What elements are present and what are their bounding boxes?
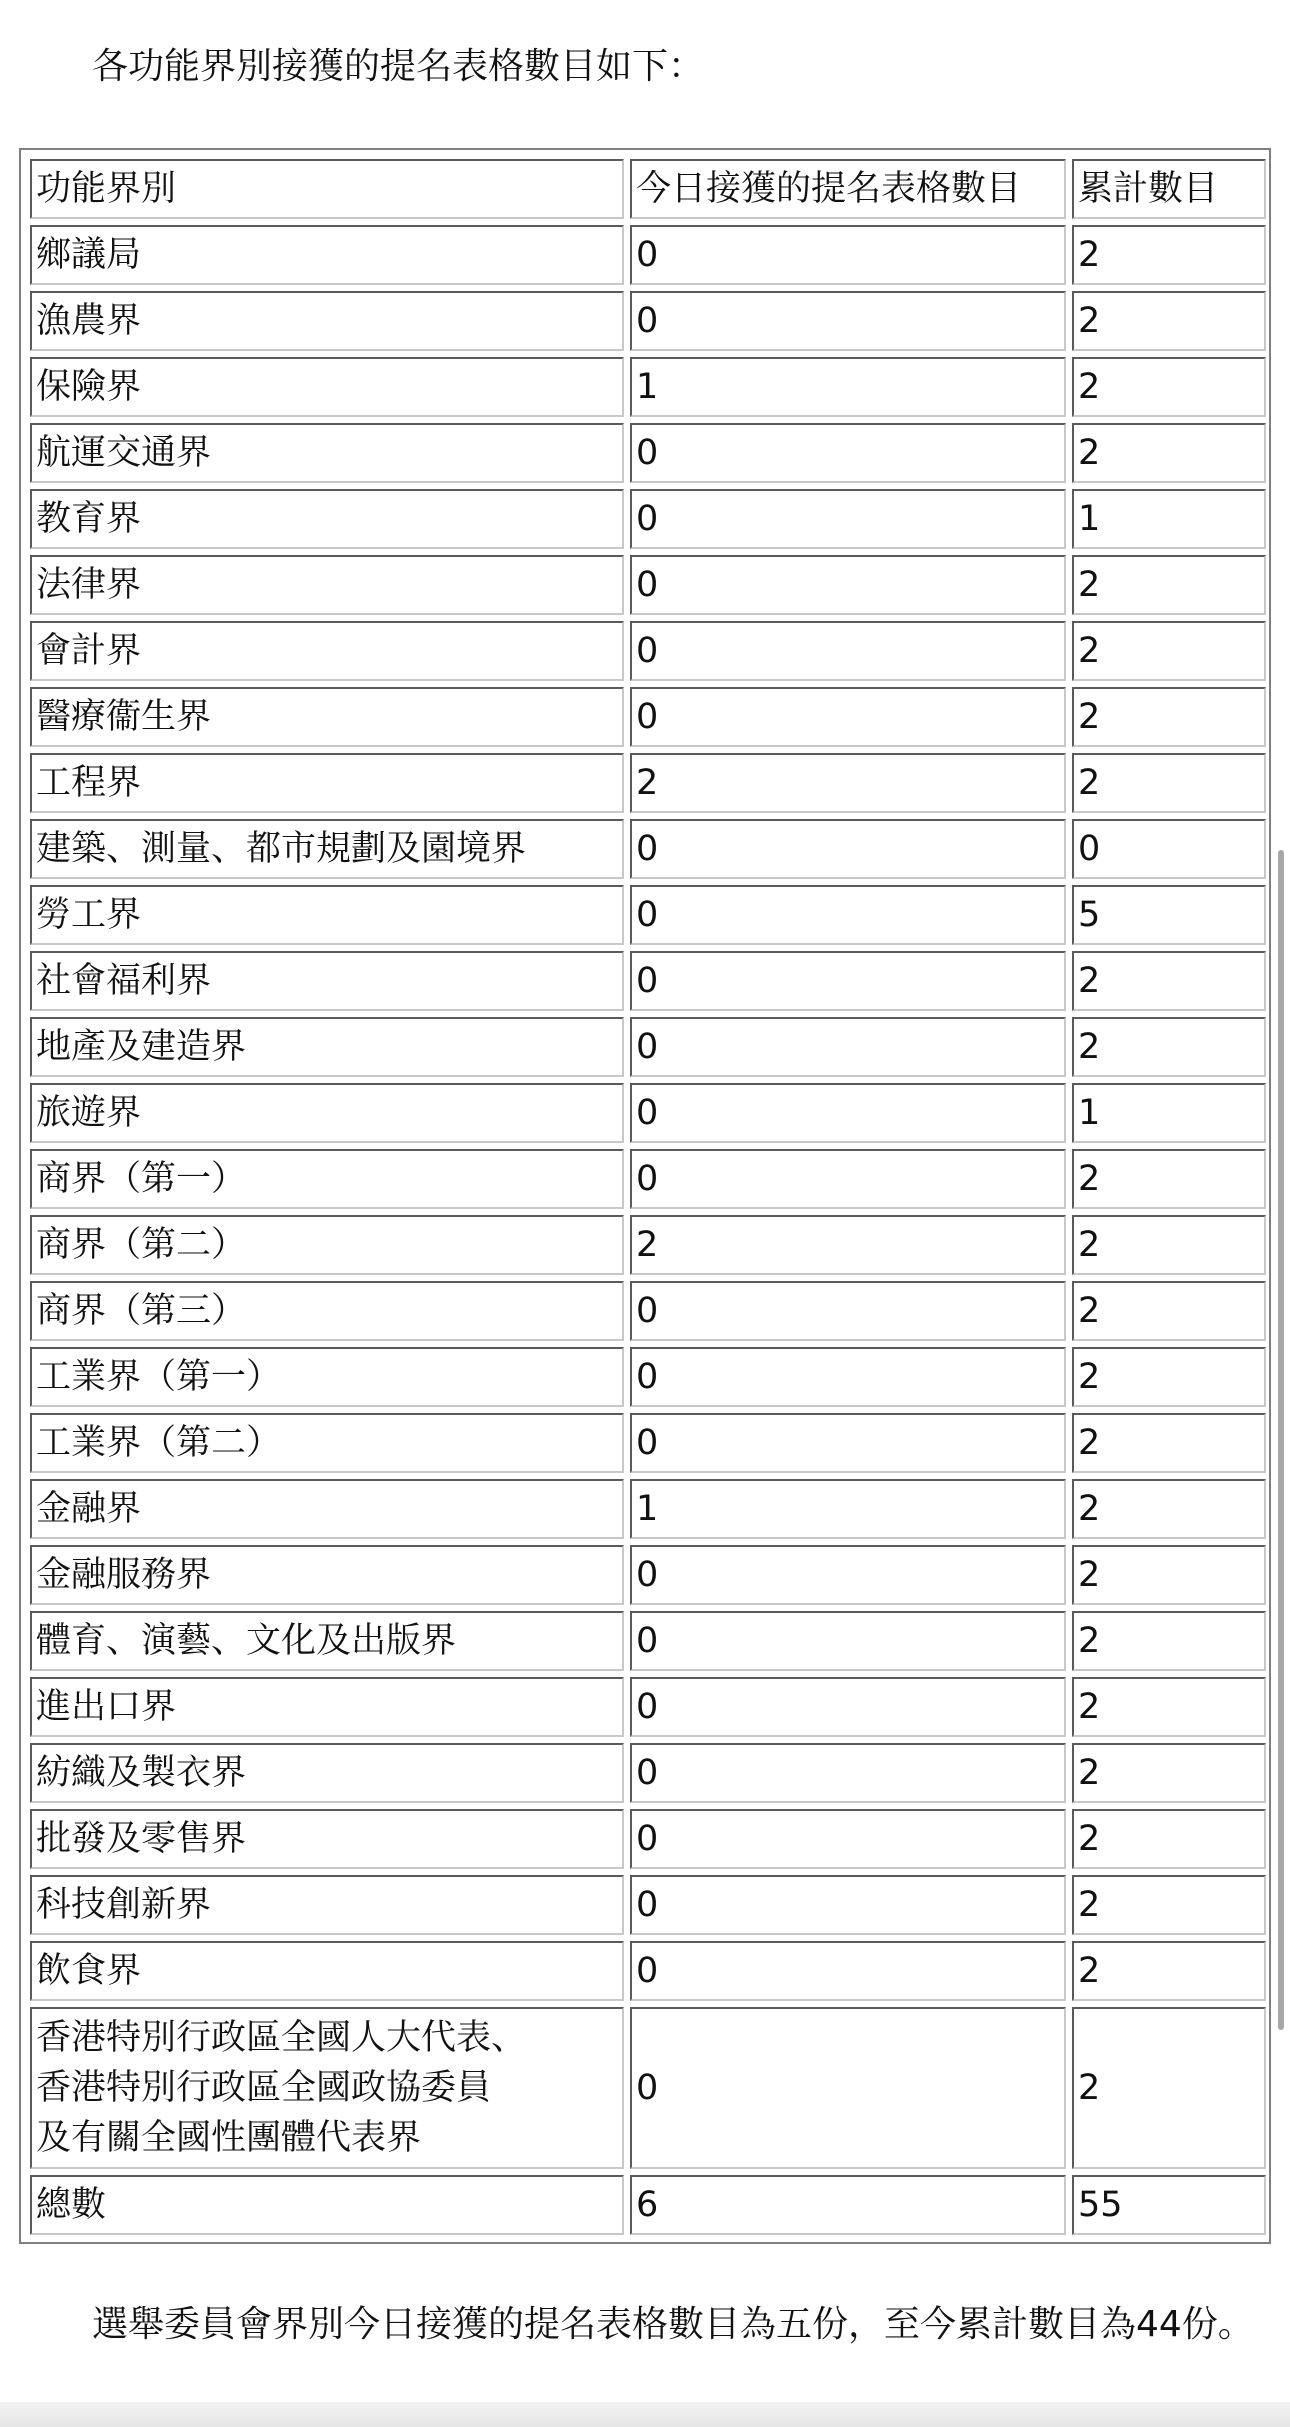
cumulative-count-cell: 2	[1072, 1149, 1266, 1209]
today-count-cell: 1	[630, 357, 1066, 417]
sector-cell: 批發及零售界	[30, 1809, 624, 1869]
today-count-cell: 0	[630, 1743, 1066, 1803]
table-row	[30, 291, 1266, 351]
table-body-tail	[30, 2007, 1266, 2235]
sector-cell: 航運交通界	[30, 423, 624, 483]
sector-cell: 商界（第二）	[30, 1215, 624, 1275]
table-row	[30, 1545, 1266, 1605]
table-row	[30, 225, 1266, 285]
sector-line: 香港特別行政區全國政協委員	[36, 2068, 492, 2108]
table-row	[30, 1611, 1266, 1671]
today-count-cell: 0	[630, 1149, 1066, 1209]
cumulative-count-cell: 2	[1072, 357, 1266, 417]
table-row	[30, 885, 1266, 945]
today-count-cell: 2	[630, 753, 1066, 813]
today-count-cell: 0	[630, 1809, 1066, 1869]
today-count-cell: 0	[630, 1941, 1066, 2001]
cumulative-count-cell: 2	[1072, 621, 1266, 681]
sector-cell: 金融界	[30, 1479, 624, 1539]
table-row	[30, 1677, 1266, 1737]
table-row	[30, 951, 1266, 1011]
sector-cell: 科技創新界	[30, 1875, 624, 1935]
cumulative-count-cell: 2	[1072, 951, 1266, 1011]
header-today: 今日接獲的提名表格數目	[630, 159, 1066, 219]
table-row	[30, 753, 1266, 813]
table-row	[30, 1875, 1266, 1935]
sector-cell: 教育界	[30, 489, 624, 549]
sector-line: 香港特別行政區全國人大代表、	[36, 2018, 527, 2058]
total-row	[30, 2175, 1266, 2235]
table-row	[30, 1215, 1266, 1275]
today-count-cell: 0	[630, 489, 1066, 549]
total-label-cell: 總數	[30, 2175, 624, 2235]
intro-paragraph: 各功能界別接獲的提名表格數目如下：	[92, 46, 705, 87]
table-row	[30, 819, 1266, 879]
sector-line: 及有關全國性團體代表界	[36, 2118, 422, 2158]
cumulative-count-cell: 2	[1072, 1017, 1266, 1077]
cumulative-count-cell: 2	[1072, 1545, 1266, 1605]
header-cumulative: 累計數目	[1072, 159, 1266, 219]
today-count-cell: 0	[630, 819, 1066, 879]
scrollbar-thumb[interactable]	[1278, 850, 1284, 2030]
sector-cell: 醫療衞生界	[30, 687, 624, 747]
today-count-cell: 2	[630, 1215, 1066, 1275]
sector-cell: 勞工界	[30, 885, 624, 945]
cumulative-count-cell: 2	[1072, 1611, 1266, 1671]
table-body	[30, 225, 1266, 2001]
total-cumulative-cell: 55	[1072, 2175, 1266, 2235]
sector-cell: 漁農界	[30, 291, 624, 351]
sector-cell: 金融服務界	[30, 1545, 624, 1605]
cumulative-count-cell: 2	[1072, 1413, 1266, 1473]
table-row	[30, 687, 1266, 747]
table-row	[30, 1809, 1266, 1869]
today-count-cell: 0	[630, 621, 1066, 681]
cumulative-count-cell: 2	[1072, 423, 1266, 483]
table-row	[30, 2007, 1266, 2169]
cumulative-count-cell: 2	[1072, 2007, 1266, 2169]
today-count-cell: 0	[630, 291, 1066, 351]
cumulative-count-cell: 2	[1072, 1347, 1266, 1407]
today-count-cell: 0	[630, 1677, 1066, 1737]
cumulative-count-cell: 2	[1072, 225, 1266, 285]
today-count-cell: 0	[630, 1875, 1066, 1935]
header-sector: 功能界別	[30, 159, 624, 219]
sector-cell: 地產及建造界	[30, 1017, 624, 1077]
today-count-cell: 0	[630, 885, 1066, 945]
cumulative-count-cell: 2	[1072, 687, 1266, 747]
cumulative-count-cell: 2	[1072, 1941, 1266, 2001]
sector-cell: 商界（第一）	[30, 1149, 624, 1209]
today-count-cell: 0	[630, 1017, 1066, 1077]
table-row	[30, 555, 1266, 615]
sector-cell: 會計界	[30, 621, 624, 681]
table-row	[30, 1149, 1266, 1209]
today-count-cell: 0	[630, 1545, 1066, 1605]
today-count-cell: 0	[630, 1347, 1066, 1407]
table-row	[30, 489, 1266, 549]
today-count-cell: 0	[630, 555, 1066, 615]
nomination-table	[24, 153, 1272, 2241]
table-row	[30, 1941, 1266, 2001]
today-count-cell: 0	[630, 1413, 1066, 1473]
sector-cell: 旅遊界	[30, 1083, 624, 1143]
sector-cell: 建築、測量、都市規劃及園境界	[30, 819, 624, 879]
cumulative-count-cell: 2	[1072, 753, 1266, 813]
nomination-table-container	[19, 148, 1271, 2244]
sector-cell: 工業界（第一）	[30, 1347, 624, 1407]
today-count-cell: 0	[630, 423, 1066, 483]
sector-cell: 飲食界	[30, 1941, 624, 2001]
today-count-cell: 0	[630, 951, 1066, 1011]
today-count-cell: 0	[630, 687, 1066, 747]
table-header-row	[30, 159, 1266, 219]
today-count-cell: 0	[630, 2007, 1066, 2169]
today-count-cell: 0	[630, 1083, 1066, 1143]
cumulative-count-cell: 2	[1072, 1479, 1266, 1539]
sector-cell: 體育、演藝、文化及出版界	[30, 1611, 624, 1671]
cumulative-count-cell: 1	[1072, 1083, 1266, 1143]
today-count-cell: 1	[630, 1479, 1066, 1539]
sector-cell: 法律界	[30, 555, 624, 615]
sector-cell: 工程界	[30, 753, 624, 813]
today-count-cell: 0	[630, 1611, 1066, 1671]
today-count-cell: 0	[630, 1281, 1066, 1341]
cumulative-count-cell: 2	[1072, 1281, 1266, 1341]
cumulative-count-cell: 5	[1072, 885, 1266, 945]
total-today-cell: 6	[630, 2175, 1066, 2235]
cumulative-count-cell: 2	[1072, 291, 1266, 351]
table-row	[30, 1479, 1266, 1539]
cumulative-count-cell: 2	[1072, 1677, 1266, 1737]
table-row	[30, 423, 1266, 483]
summary-paragraph: 選舉委員會界別今日接獲的提名表格數目為五份，至今累計數目為44份。	[92, 2304, 1254, 2345]
cumulative-count-cell: 2	[1072, 1875, 1266, 1935]
cumulative-count-cell: 2	[1072, 555, 1266, 615]
table-row	[30, 1743, 1266, 1803]
table-row	[30, 1017, 1266, 1077]
sector-cell: 紡織及製衣界	[30, 1743, 624, 1803]
cumulative-count-cell: 2	[1072, 1743, 1266, 1803]
cumulative-count-cell: 0	[1072, 819, 1266, 879]
bottom-edge-bar	[0, 2402, 1290, 2427]
table-row	[30, 357, 1266, 417]
sector-cell: 鄉議局	[30, 225, 624, 285]
sector-cell	[30, 2007, 624, 2169]
sector-cell: 進出口界	[30, 1677, 624, 1737]
sector-cell: 保險界	[30, 357, 624, 417]
table-row	[30, 1281, 1266, 1341]
cumulative-count-cell: 2	[1072, 1809, 1266, 1869]
today-count-cell: 0	[630, 225, 1066, 285]
table-row	[30, 621, 1266, 681]
sector-cell: 工業界（第二）	[30, 1413, 624, 1473]
sector-cell: 商界（第三）	[30, 1281, 624, 1341]
table-row	[30, 1413, 1266, 1473]
cumulative-count-cell: 1	[1072, 489, 1266, 549]
table-row	[30, 1083, 1266, 1143]
sector-cell: 社會福利界	[30, 951, 624, 1011]
cumulative-count-cell: 2	[1072, 1215, 1266, 1275]
table-row	[30, 1347, 1266, 1407]
